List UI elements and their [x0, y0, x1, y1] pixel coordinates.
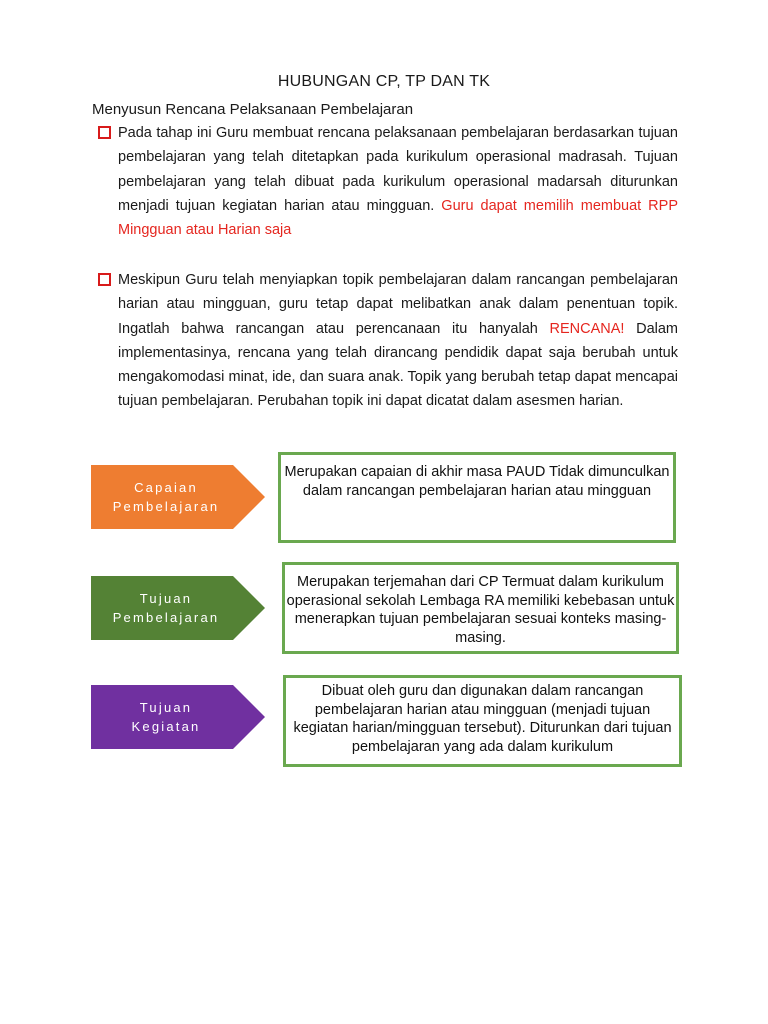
- bullet-item-1: [98, 121, 678, 242]
- bullet-text: Pada tahap ini Guru membuat rencana pelaksanaan pembelajaran berdasarkan tujuan pembelajaran yang telah ditetapkan pada kurikulum operasional madrasah. Tujuan pembelajaran yang telah dibuat pada kurikulum operasional madarsah diturunkan menjadi tujuan kegiatan harian atau mingguan.: [118, 125, 678, 214]
- highlight-text: RENCANA!: [549, 320, 625, 337]
- arrow-label-line2: Kegiatan: [131, 719, 201, 734]
- arrow-label: [91, 576, 241, 640]
- card-text: Merupakan terjemahan dari CP Termuat dalam kurikulum operasional sekolah Lembaga RA memiliki kebebasan untuk menerapkan tujuan pembelajaran sesuai konteks masing-masing.: [286, 574, 675, 646]
- bullet-item-2: [98, 268, 678, 414]
- bullet-text-after: Dalam implementasinya, rencana yang telah dirancang pendidik dapat saja berubah untuk mengakomodasi minat, ide, dan suara anak. Topik yang berubah tetap dapat mencapai tujuan pembelajaran. Perubahan topik ini dapat dicatat dalam asesmen harian.: [118, 320, 678, 410]
- section-subtitle: Menyusun Rencana Pelaksanaan Pembelajaran: [92, 101, 414, 118]
- arrow-label: [91, 685, 241, 749]
- card-text: Merupakan capaian di akhir masa PAUD Tidak dimunculkan dalam rancangan pembelajaran harian atau mingguan: [284, 464, 670, 499]
- arrow-label-line1: Tujuan: [139, 591, 193, 606]
- arrow-tujuan-kegiatan: [91, 685, 265, 749]
- highlight-text: Guru dapat memilih membuat RPP Mingguan atau Harian saja: [118, 197, 678, 239]
- page-title: HUBUNGAN CP, TP DAN TK: [277, 73, 491, 90]
- bullet-paragraph: [98, 121, 678, 242]
- arrow-label-line1: Tujuan: [139, 700, 193, 715]
- description-card-tujuan-kegiatan: [283, 675, 682, 767]
- bullet-text-before: Meskipun Guru telah menyiapkan topik pembelajaran dalam rancangan pembelajaran harian atau mingguan, guru tetap dapat melibatkan anak dalam penentuan topik. Ingatlah bahwa rancangan atau perencanaan itu hanyalah: [118, 272, 678, 337]
- description-card-tujuan-pembelajaran: [282, 562, 679, 654]
- arrow-label-line2: Pembelajaran: [112, 610, 220, 625]
- arrow-label-line2: Pembelajaran: [112, 499, 220, 514]
- bullet-square-icon: [98, 273, 111, 286]
- arrow-tujuan-pembelajaran: [91, 576, 265, 640]
- arrow-label: [91, 465, 241, 529]
- bullet-paragraph: [98, 268, 678, 414]
- bullet-square-icon: [98, 126, 111, 139]
- description-card-capaian: [278, 452, 676, 543]
- arrow-capaian-pembelajaran: [91, 465, 265, 529]
- arrow-label-line1: Capaian: [134, 480, 198, 495]
- card-text: Dibuat oleh guru dan digunakan dalam rancangan pembelajaran harian atau mingguan (menjadi tujuan kegiatan harian/mingguan tersebut). Diturunkan dari tujuan pembelajaran yang ada dalam kurikulum: [293, 683, 672, 755]
